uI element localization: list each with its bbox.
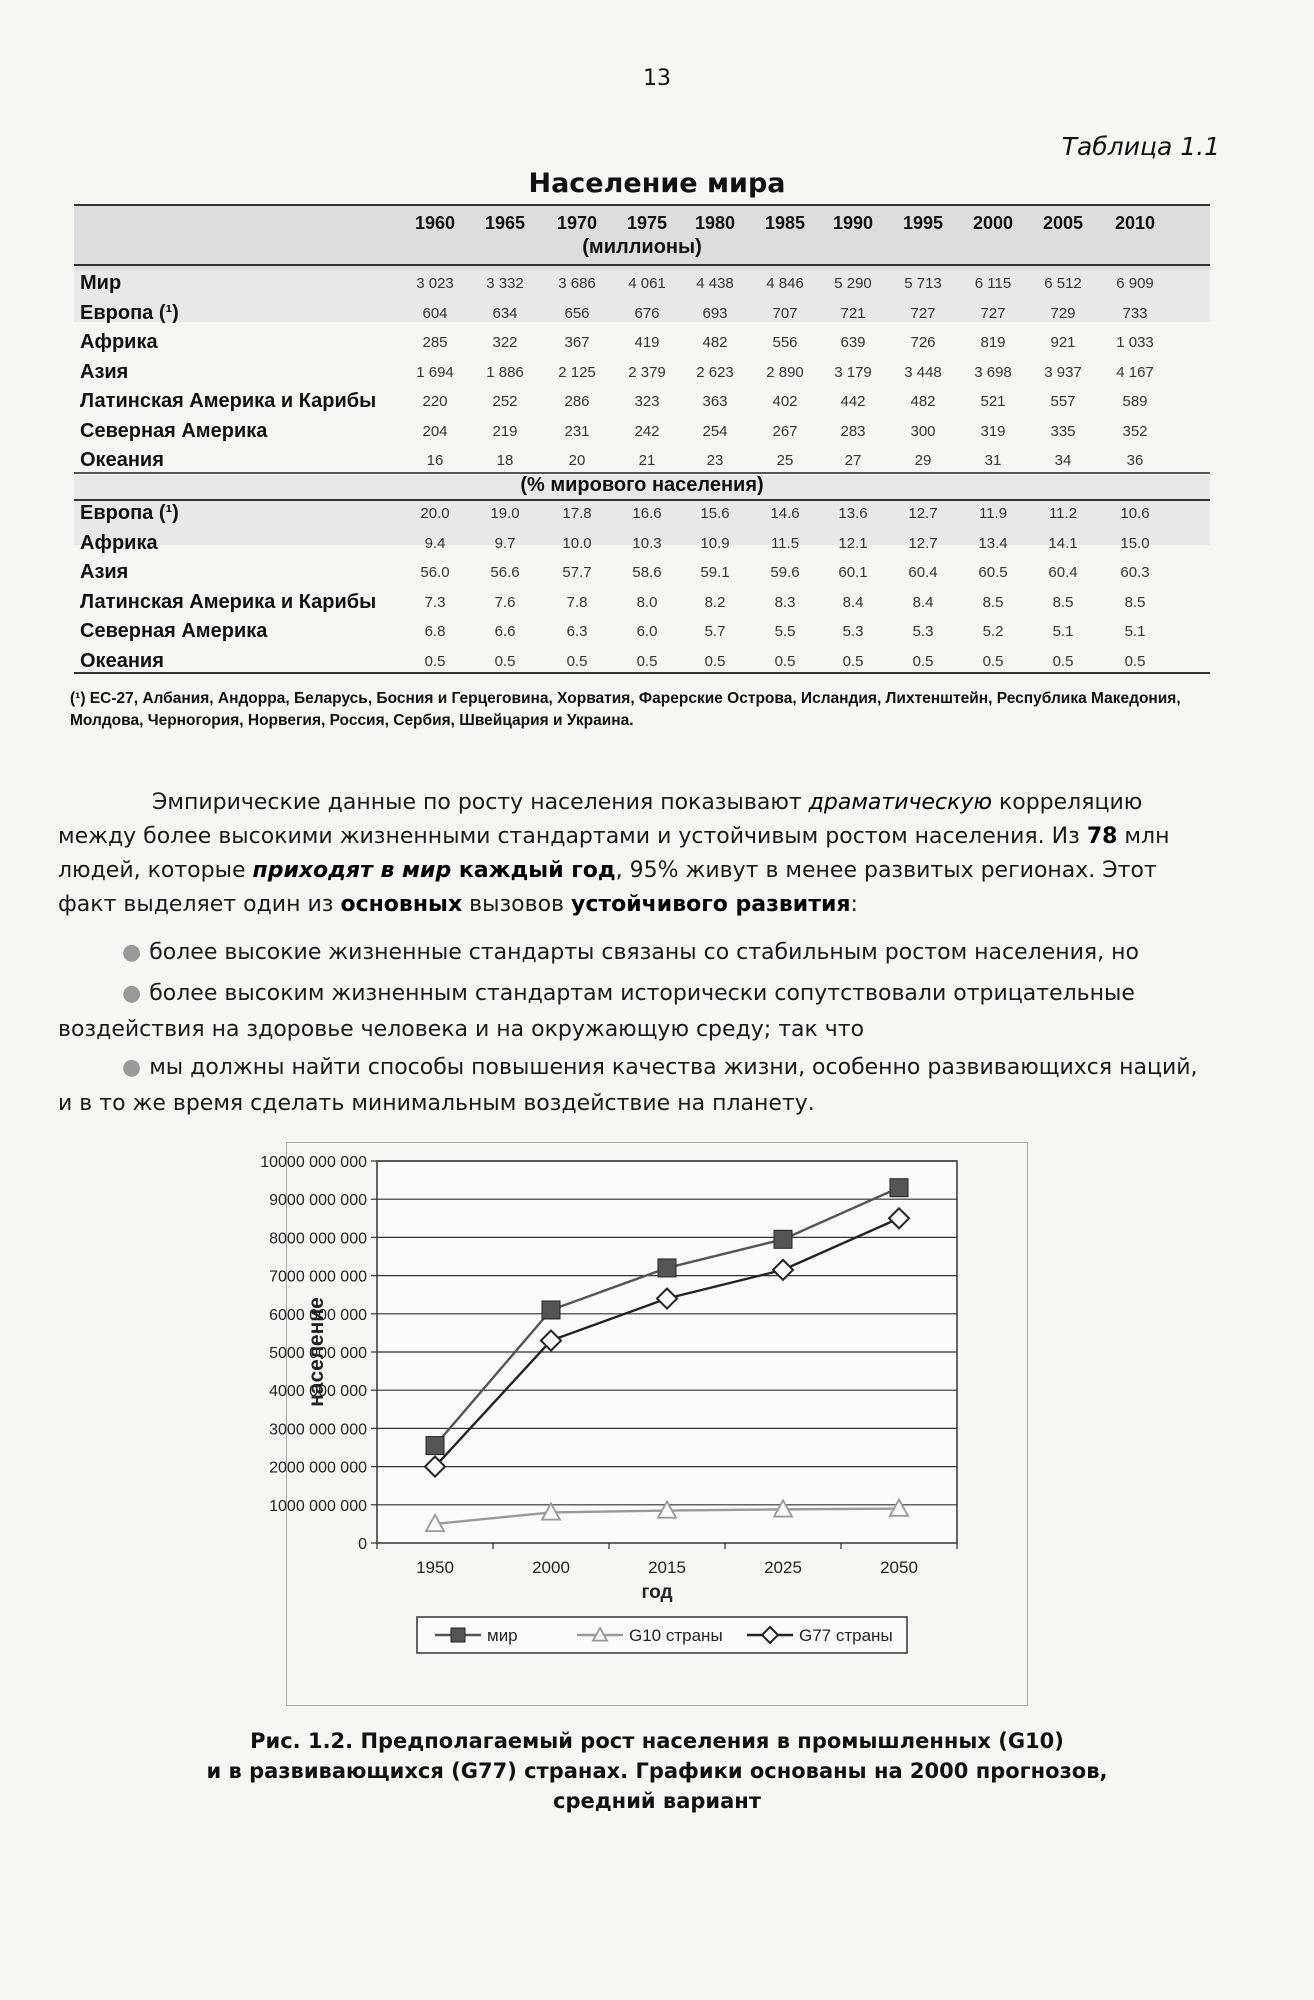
table-cell: 242 [634,422,660,440]
table-cell: 557 [1050,393,1076,410]
row-label: Латинская Америка и Карибы [80,590,377,613]
table-cell: 18 [496,452,514,469]
table-cell: 3 937 [1044,363,1082,381]
table-cell: 13.4 [978,534,1008,552]
y-tick-label: 0 [358,1536,367,1553]
table-cell: 656 [564,304,590,322]
table-cell: 5.3 [842,623,864,640]
table-cell: 36 [1126,452,1144,469]
table-cell: 3 448 [904,363,942,381]
caption-line: Рис. 1.2. Предполагаемый рост населения в промышленных (G10) [250,1729,1064,1753]
table-cell: 0.5 [774,652,796,670]
page-number: 13 [643,66,671,91]
x-tick-label: 2050 [880,1558,918,1577]
y-tick-label: 9000 000 000 [269,1192,367,1210]
y-tick-label: 8000 000 000 [269,1230,367,1248]
table-cell: 4 846 [766,275,804,292]
table-cell: 59.6 [770,564,800,581]
data-point-square [890,1179,908,1197]
table-cell: 12.7 [908,534,938,552]
table-cell: 58.6 [632,564,662,581]
x-tick-label: 2025 [764,1558,802,1577]
data-point-square [542,1301,560,1319]
table-cell: 20.0 [420,505,450,522]
table-cell: 419 [634,334,660,351]
chart-svg [260,1143,1027,1705]
table-cell: 8.0 [636,593,658,611]
table-cell: 556 [772,334,798,351]
table-cell: 8.5 [1052,593,1074,611]
table-cell: 0.5 [912,652,934,670]
table-cell: 219 [492,422,518,440]
table-cell: 5 290 [834,275,872,292]
row-label: Европа (¹) [80,301,179,324]
table-cell: 8.4 [842,593,864,611]
figure-caption [0,1726,1314,1816]
table-cell: 6.8 [424,623,446,640]
table-cell: 3 023 [416,275,454,292]
table-cell: 7.8 [566,593,588,611]
table-cell: 4 438 [696,275,734,292]
row-label: Океания [80,449,164,471]
table-cell: 5.1 [1052,623,1074,640]
table-cell: 29 [914,452,932,469]
table-cell: 10.0 [562,534,592,552]
table-cell: 727 [910,304,936,322]
table-cell: 634 [492,304,518,322]
year-header: 1970 [556,213,598,233]
table-cell: 300 [910,422,936,440]
bullet-icon: ● [122,1055,142,1080]
table-cell: 204 [422,422,448,440]
table-cell: 6.0 [636,623,658,640]
unit-label-millions: (миллионы) [582,236,702,258]
bullet-item: ● более высокие жизненные стандарты связаны со стабильным ростом населения, но [122,940,1139,965]
table-cell: 27 [844,452,862,469]
year-header: 2010 [1114,213,1156,233]
table-cell: 15.0 [1120,534,1150,552]
table-cell: 14.6 [770,505,800,522]
table-cell: 231 [564,422,590,440]
table-cell: 733 [1122,304,1148,322]
caption-line: средний вариант [553,1789,761,1813]
y-axis-label: население [305,1297,328,1407]
table-cell: 352 [1122,422,1148,440]
year-header: 1965 [484,213,526,233]
table-cell: 60.5 [978,564,1008,581]
table-cell: 17.8 [562,505,592,522]
table-cell: 11.5 [770,534,800,552]
x-tick-label: 2015 [648,1558,686,1577]
table-cell: 59.1 [700,564,730,581]
table-cell: 19.0 [490,505,520,522]
table-cell: 721 [840,304,866,322]
table-cell: 3 698 [974,363,1012,381]
table-cell: 363 [702,393,728,410]
row-label: Азия [80,561,129,583]
table-cell: 0.5 [566,652,588,670]
table-footnote: (¹) ЕС-27, Албания, Андорра, Беларусь, Босния и Герцеговина, Хорватия, Фарерские Острова, Исландия, Лихтенштейн, Республика Македония, Молдова, Черногория, Норвегия, Россия, Сербия, Швейцария и Украина. [70,690,1181,729]
table-cell: 4 061 [628,275,666,292]
y-tick-label: 10000 000 000 [260,1154,367,1171]
table-cell: 12.7 [908,505,938,522]
table-cell: 5.5 [774,623,796,640]
row-label: Северная Америка [80,620,268,642]
table-title: Население мира [528,168,786,199]
year-header: 1975 [626,213,668,233]
table-cell: 5 713 [904,275,942,292]
table-cell: 319 [980,422,1006,440]
y-tick-label: 7000 000 000 [269,1268,367,1286]
table-cell: 6 909 [1116,275,1154,292]
table-cell: 10.3 [632,534,662,552]
table-cell: 8.4 [912,593,934,611]
table-cell: 10.9 [700,534,730,552]
table-cell: 34 [1054,452,1072,469]
table-cell: 60.1 [838,564,868,581]
population-chart [260,1142,1028,1706]
table-cell: 335 [1050,422,1076,440]
table-cell: 0.5 [704,652,726,670]
year-header: 1980 [694,213,736,233]
table-cell: 322 [492,334,518,351]
table-cell: 693 [702,304,728,322]
table-cell: 482 [702,334,728,351]
table-cell: 5.7 [704,623,726,640]
table-cell: 8.2 [704,593,726,611]
table-cell: 729 [1050,304,1076,322]
table-cell: 8.5 [982,593,1004,611]
table-cell: 6 115 [974,275,1012,292]
table-cell: 285 [422,334,448,351]
table-cell: 726 [910,334,936,351]
caption-line: и в развивающихся (G77) странах. Графики основаны на 2000 прогнозов, [206,1759,1108,1783]
table-cell: 3 179 [834,363,872,381]
year-header: 1960 [414,213,456,233]
table-cell: 14.1 [1048,534,1078,552]
year-header: 1985 [764,213,806,233]
table-cell: 7.6 [494,593,516,611]
table-cell: 60.4 [1048,564,1078,581]
year-header: 1995 [902,213,944,233]
table-cell: 11.2 [1048,505,1078,522]
table-rule [74,672,1210,674]
table-cell: 482 [910,393,936,410]
table-cell: 604 [422,304,448,322]
table-cell: 0.5 [1124,652,1146,670]
year-header: 1990 [832,213,874,233]
table-cell: 16 [426,452,444,469]
table-cell: 0.5 [424,652,446,670]
table-cell: 402 [772,393,798,410]
y-tick-label: 3000 000 000 [269,1421,367,1439]
table-cell: 23 [706,452,724,469]
table-cell: 16.6 [632,505,662,522]
table-cell: 639 [840,334,866,351]
table-cell: 6.6 [494,623,516,640]
table-cell: 5.2 [982,623,1004,640]
row-label: Азия [80,360,129,383]
table-cell: 57.7 [562,564,592,581]
bullet-item: ● мы должны найти способы повышения качества жизни, особенно развивающихся наций, и в то же время сделать минимальным воздействие на планету. [58,1055,1198,1116]
data-point-square [658,1259,676,1277]
table-cell: 6.3 [566,623,588,640]
table-cell: 56.0 [420,564,450,581]
table-cell: 254 [702,422,728,440]
table-cell: 589 [1122,393,1148,410]
year-header: 2005 [1042,213,1084,233]
table-cell: 31 [984,452,1002,469]
table-rule [74,499,1210,501]
table-cell: 3 686 [558,275,596,292]
table-cell: 1 886 [486,363,524,381]
row-label: Мир [80,272,122,294]
table-cell: 220 [422,393,448,410]
legend-label: G77 страны [799,1626,893,1645]
table-cell: 13.6 [838,505,868,522]
table-cell: 6 512 [1044,275,1082,292]
table-cell: 0.5 [636,652,658,670]
y-tick-label: 6000 000 000 [269,1306,367,1324]
row-label: Океания [80,649,164,672]
table-cell: 2 125 [558,363,596,381]
table-cell: 60.4 [908,564,938,581]
table-cell: 15.6 [700,505,730,522]
table-cell: 25 [776,452,794,469]
table-cell: 5.3 [912,623,934,640]
table-cell: 707 [772,304,798,322]
table-cell: 3 332 [486,275,524,292]
table-cell: 0.5 [1052,652,1074,670]
population-table [74,200,1210,675]
y-tick-label: 4000 000 000 [269,1383,367,1401]
row-label: Африка [80,531,158,554]
legend-label: G10 страны [629,1626,723,1645]
table-cell: 9.7 [494,534,516,552]
y-tick-label: 5000 000 000 [269,1345,367,1362]
table-cell: 7.3 [424,593,446,611]
legend-marker-square [451,1628,465,1642]
table-cell: 521 [980,393,1006,410]
table-rule [74,264,1210,266]
table-cell: 2 379 [628,363,666,381]
data-point-square [774,1230,792,1248]
x-tick-label: 2000 [532,1558,570,1577]
row-label: Северная Америка [80,419,268,442]
table-cell: 819 [980,334,1006,351]
table-cell: 1 694 [416,363,454,381]
table-cell: 56.6 [490,564,520,581]
x-axis-label: год [641,1582,673,1603]
table-cell: 323 [634,393,660,410]
table-cell: 12.1 [838,534,868,552]
row-label: Европа (¹) [80,502,179,524]
table-cell: 676 [634,304,660,322]
legend-label: мир [487,1626,518,1645]
table-cell: 0.5 [494,652,516,670]
paragraph-main: Эмпирические данные по росту населения показывают драматическую корреляцию между более высокими жизненными стандартами и устойчивым ростом населения. Из 78 млн людей, которые приходят в мир каждый год, 95% живут в менее развитых регионах. Этот факт выделяет один из основных вызовов устойчивого развития: [58,790,1170,917]
data-point-square [426,1437,444,1455]
bullet-item: ● более высоким жизненным стандартам исторически сопутствовали отрицательные воздействия на здоровье человека и на окружающую среду; так что [58,981,1135,1042]
table-cell: 267 [772,422,798,440]
table-cell: 8.5 [1124,593,1146,611]
table-cell: 4 167 [1116,363,1154,381]
table-cell: 283 [840,422,866,440]
table-cell: 0.5 [842,652,864,670]
table-cell: 11.9 [978,505,1008,522]
table-cell: 10.6 [1120,505,1150,522]
table-cell: 2 623 [696,363,734,381]
table-cell: 252 [492,393,518,410]
table-cell: 442 [840,393,866,410]
table-cell: 921 [1050,334,1076,351]
row-label: Латинская Америка и Карибы [80,390,377,412]
table-cell: 1 033 [1116,334,1154,351]
year-header: 2000 [972,213,1014,233]
y-tick-label: 1000 000 000 [269,1497,367,1515]
bullet-icon: ● [122,940,142,965]
x-tick-label: 1950 [416,1558,454,1577]
table-cell: 367 [564,334,590,351]
table-cell: 9.4 [424,534,446,552]
y-tick-label: 2000 000 000 [269,1459,367,1477]
table-cell: 0.5 [982,652,1004,670]
bullet-icon: ● [122,981,142,1006]
table-cell: 727 [980,304,1006,322]
table-cell: 286 [564,393,590,410]
table-cell: 60.3 [1120,564,1150,581]
table-label: Таблица 1.1 [1061,132,1220,161]
table-cell: 20 [568,452,586,469]
table-cell: 8.3 [774,593,796,611]
unit-label-percent: (% мирового населения) [520,474,764,496]
table-cell: 5.1 [1124,623,1146,640]
row-label: Африка [80,331,158,353]
table-cell: 21 [638,452,656,469]
table-cell: 2 890 [766,363,804,381]
